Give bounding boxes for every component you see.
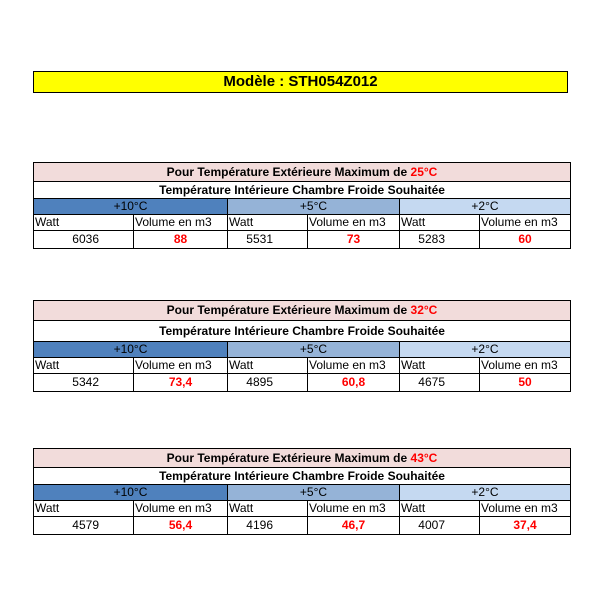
capacity-table-43 — [33, 448, 570, 535]
zone-header-5: +5°C — [228, 199, 400, 215]
watt-value: 4895 — [228, 374, 308, 392]
col-watt: Watt — [400, 501, 480, 517]
title-prefix: Pour Température Extérieure Maximum de — [166, 303, 408, 317]
col-watt: Watt — [34, 358, 134, 374]
col-watt: Watt — [228, 358, 308, 374]
zone-header-5: +5°C — [228, 342, 400, 358]
watt-value: 5531 — [228, 231, 308, 249]
watt-value: 5342 — [34, 374, 134, 392]
col-volume: Volume en m3 — [134, 358, 228, 374]
col-volume: Volume en m3 — [134, 501, 228, 517]
col-watt: Watt — [34, 215, 134, 231]
watt-value: 4579 — [34, 517, 134, 535]
zone-header-2: +2°C — [400, 342, 571, 358]
table-title — [34, 449, 571, 468]
col-watt: Watt — [34, 501, 134, 517]
zone-header-2: +2°C — [400, 199, 571, 215]
col-watt: Watt — [400, 358, 480, 374]
capacity-table-32 — [33, 300, 570, 392]
table-subtitle: Température Intérieure Chambre Froide Souhaitée — [34, 321, 571, 342]
zone-header-10: +10°C — [34, 485, 228, 501]
watt-value: 6036 — [34, 231, 134, 249]
zone-header-5: +5°C — [228, 485, 400, 501]
volume-value: 60,8 — [308, 374, 400, 392]
volume-value: 73 — [308, 231, 400, 249]
col-watt: Watt — [228, 501, 308, 517]
volume-value: 73,4 — [134, 374, 228, 392]
title-prefix: Pour Température Extérieure Maximum de — [166, 165, 408, 179]
zone-header-10: +10°C — [34, 199, 228, 215]
volume-value: 56,4 — [134, 517, 228, 535]
col-watt: Watt — [400, 215, 480, 231]
capacity-table-25 — [33, 162, 570, 249]
col-volume: Volume en m3 — [308, 358, 400, 374]
watt-value: 4007 — [400, 517, 480, 535]
outdoor-temp: 43°C — [410, 451, 438, 465]
model-title: Modèle : STH054Z012 — [33, 71, 568, 93]
outdoor-temp: 32°C — [410, 303, 438, 317]
col-volume: Volume en m3 — [480, 358, 571, 374]
col-volume: Volume en m3 — [308, 215, 400, 231]
table-title — [34, 163, 571, 182]
volume-value: 50 — [480, 374, 571, 392]
col-volume: Volume en m3 — [308, 501, 400, 517]
outdoor-temp: 25°C — [410, 165, 438, 179]
zone-header-2: +2°C — [400, 485, 571, 501]
col-volume: Volume en m3 — [134, 215, 228, 231]
watt-value: 4675 — [400, 374, 480, 392]
table-subtitle: Température Intérieure Chambre Froide Souhaitée — [34, 468, 571, 485]
col-volume: Volume en m3 — [480, 215, 571, 231]
watt-value: 5283 — [400, 231, 480, 249]
zone-header-10: +10°C — [34, 342, 228, 358]
volume-value: 88 — [134, 231, 228, 249]
volume-value: 60 — [480, 231, 571, 249]
title-prefix: Pour Température Extérieure Maximum de — [166, 451, 408, 465]
col-volume: Volume en m3 — [480, 501, 571, 517]
table-title — [34, 301, 571, 321]
col-watt: Watt — [228, 215, 308, 231]
table-subtitle: Température Intérieure Chambre Froide Souhaitée — [34, 182, 571, 199]
volume-value: 37,4 — [480, 517, 571, 535]
watt-value: 4196 — [228, 517, 308, 535]
volume-value: 46,7 — [308, 517, 400, 535]
